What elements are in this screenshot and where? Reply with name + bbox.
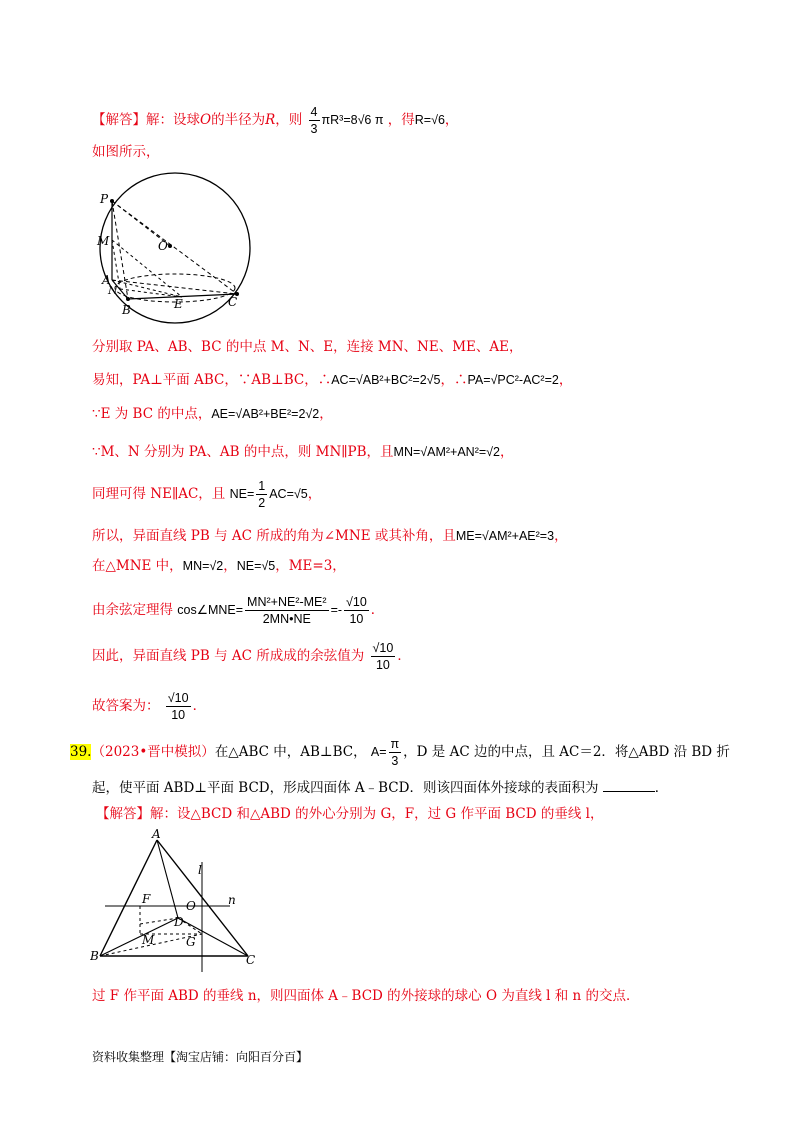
fig2-label-C: C [246,953,256,967]
s38-line8: 所以，异面直线 PB 与 AC 所成的角为∠MNE 或其补角，且ME=√AM²+AE²=3， [92,528,568,544]
question-source: （2023•晋中模拟） [91,743,215,760]
fig1-label-M: M [97,234,110,248]
fig2-label-B: B [90,949,99,963]
q39-answer-line2: 过 F 作平面 ABD 的垂线 n，则四面体 A﹣BCD 的外接球的球心 O 为直线 l 和 n 的交点． [92,988,640,1004]
fig2-label-O: O [186,899,196,913]
q39-line2: 起，使平面 ABD⊥平面 BCD，形成四面体 A﹣BCD．则该四面体外接球的表面积为 ． [92,780,669,796]
fig1-label-C: C [228,295,238,309]
fig2-label-D: D [174,915,184,929]
fig2-label-G: G [186,935,196,949]
fig2-label-n: n [228,893,236,907]
fig2-label-l: l [198,863,202,877]
s38-line2: 如图所示， [92,144,160,160]
s38-line4: 易知，PA⊥平面 ABC，∵AB⊥BC，∴AC=√AB²+BC²=2√5，∴PA=√PC²-AC²=2， [92,372,573,388]
fig1-label-A: A [102,273,111,287]
fig2-label-F: F [142,892,151,906]
fig1-label-B: B [122,303,131,317]
s38-line5: ∵E 为 BC 的中点，AE=√AB²+BE²=2√2， [92,406,333,422]
question-number: 39. [70,743,92,760]
formula-volume: $\frac{4}{3}$ πR³=8√6 π [310,105,384,136]
s38-line3: 分别取 PA、AB、BC 的中点 M、N、E，连接 MN、NE、ME、AE， [92,339,523,355]
q39-line1: 39.（2023•晋中模拟）在△ABC 中，AB⊥BC， A= $\frac{\pi}{3}$ ，D 是 AC 边的中点，且 AC＝2．将△ABD 沿 BD 折 [70,737,730,768]
fig1-label-N: N [108,284,118,297]
s38-line10: 由余弦定理得 cos∠MNE= $\frac{\text{MN²+NE²-ME²}}{2MN•NE}$ =- $\frac{√10}{10}$ ． [92,595,385,626]
s38-line12: 故答案为： $\frac{√10}{10}$ ． [92,691,207,722]
s38-line11: 因此，异面直线 PB 与 AC 所成成的余弦值为 $\frac{√10}{10}$ ． [92,641,411,672]
tetrahedron-figure [90,826,270,976]
fig1-label-P: P [100,192,109,206]
s38-line7: 同理可得 NE∥AC，且 NE= $\frac{1}{2}$ AC=√5， [92,479,322,510]
s38-line9: 在△MNE 中，MN=√2，NE=√5，ME=3， [92,558,346,574]
fig2-label-A: A [152,827,161,841]
fig2-label-M: M [142,933,155,947]
s38-line1: 【解答】解：设球O的半径为R，则 $\frac{4}{3}$ πR³=8√6 π ，得R=√6， [92,105,459,136]
sphere-figure [92,168,262,330]
answer-blank [603,779,655,792]
formula-cosine: cos∠MNE= $\frac{\text{MN²+NE²-ME²}}{2MN•NE}$ =- $\frac{√10}{10}$ [177,595,367,626]
fig1-label-O: O [158,239,168,253]
s38-line6: ∵M、N 分别为 PA、AB 的中点，则 MN∥PB，且MN=√AM²+AN²=√2， [92,444,514,460]
fig1-label-E: E [174,297,183,311]
q39-answer-line1: 【解答】解：设△BCD 和△ABD 的外心分别为 G，F，过 G 作平面 BCD 的垂线 l， [96,806,604,822]
page-footer: 资料收集整理【淘宝店铺：向阳百分百】 [92,1050,309,1064]
